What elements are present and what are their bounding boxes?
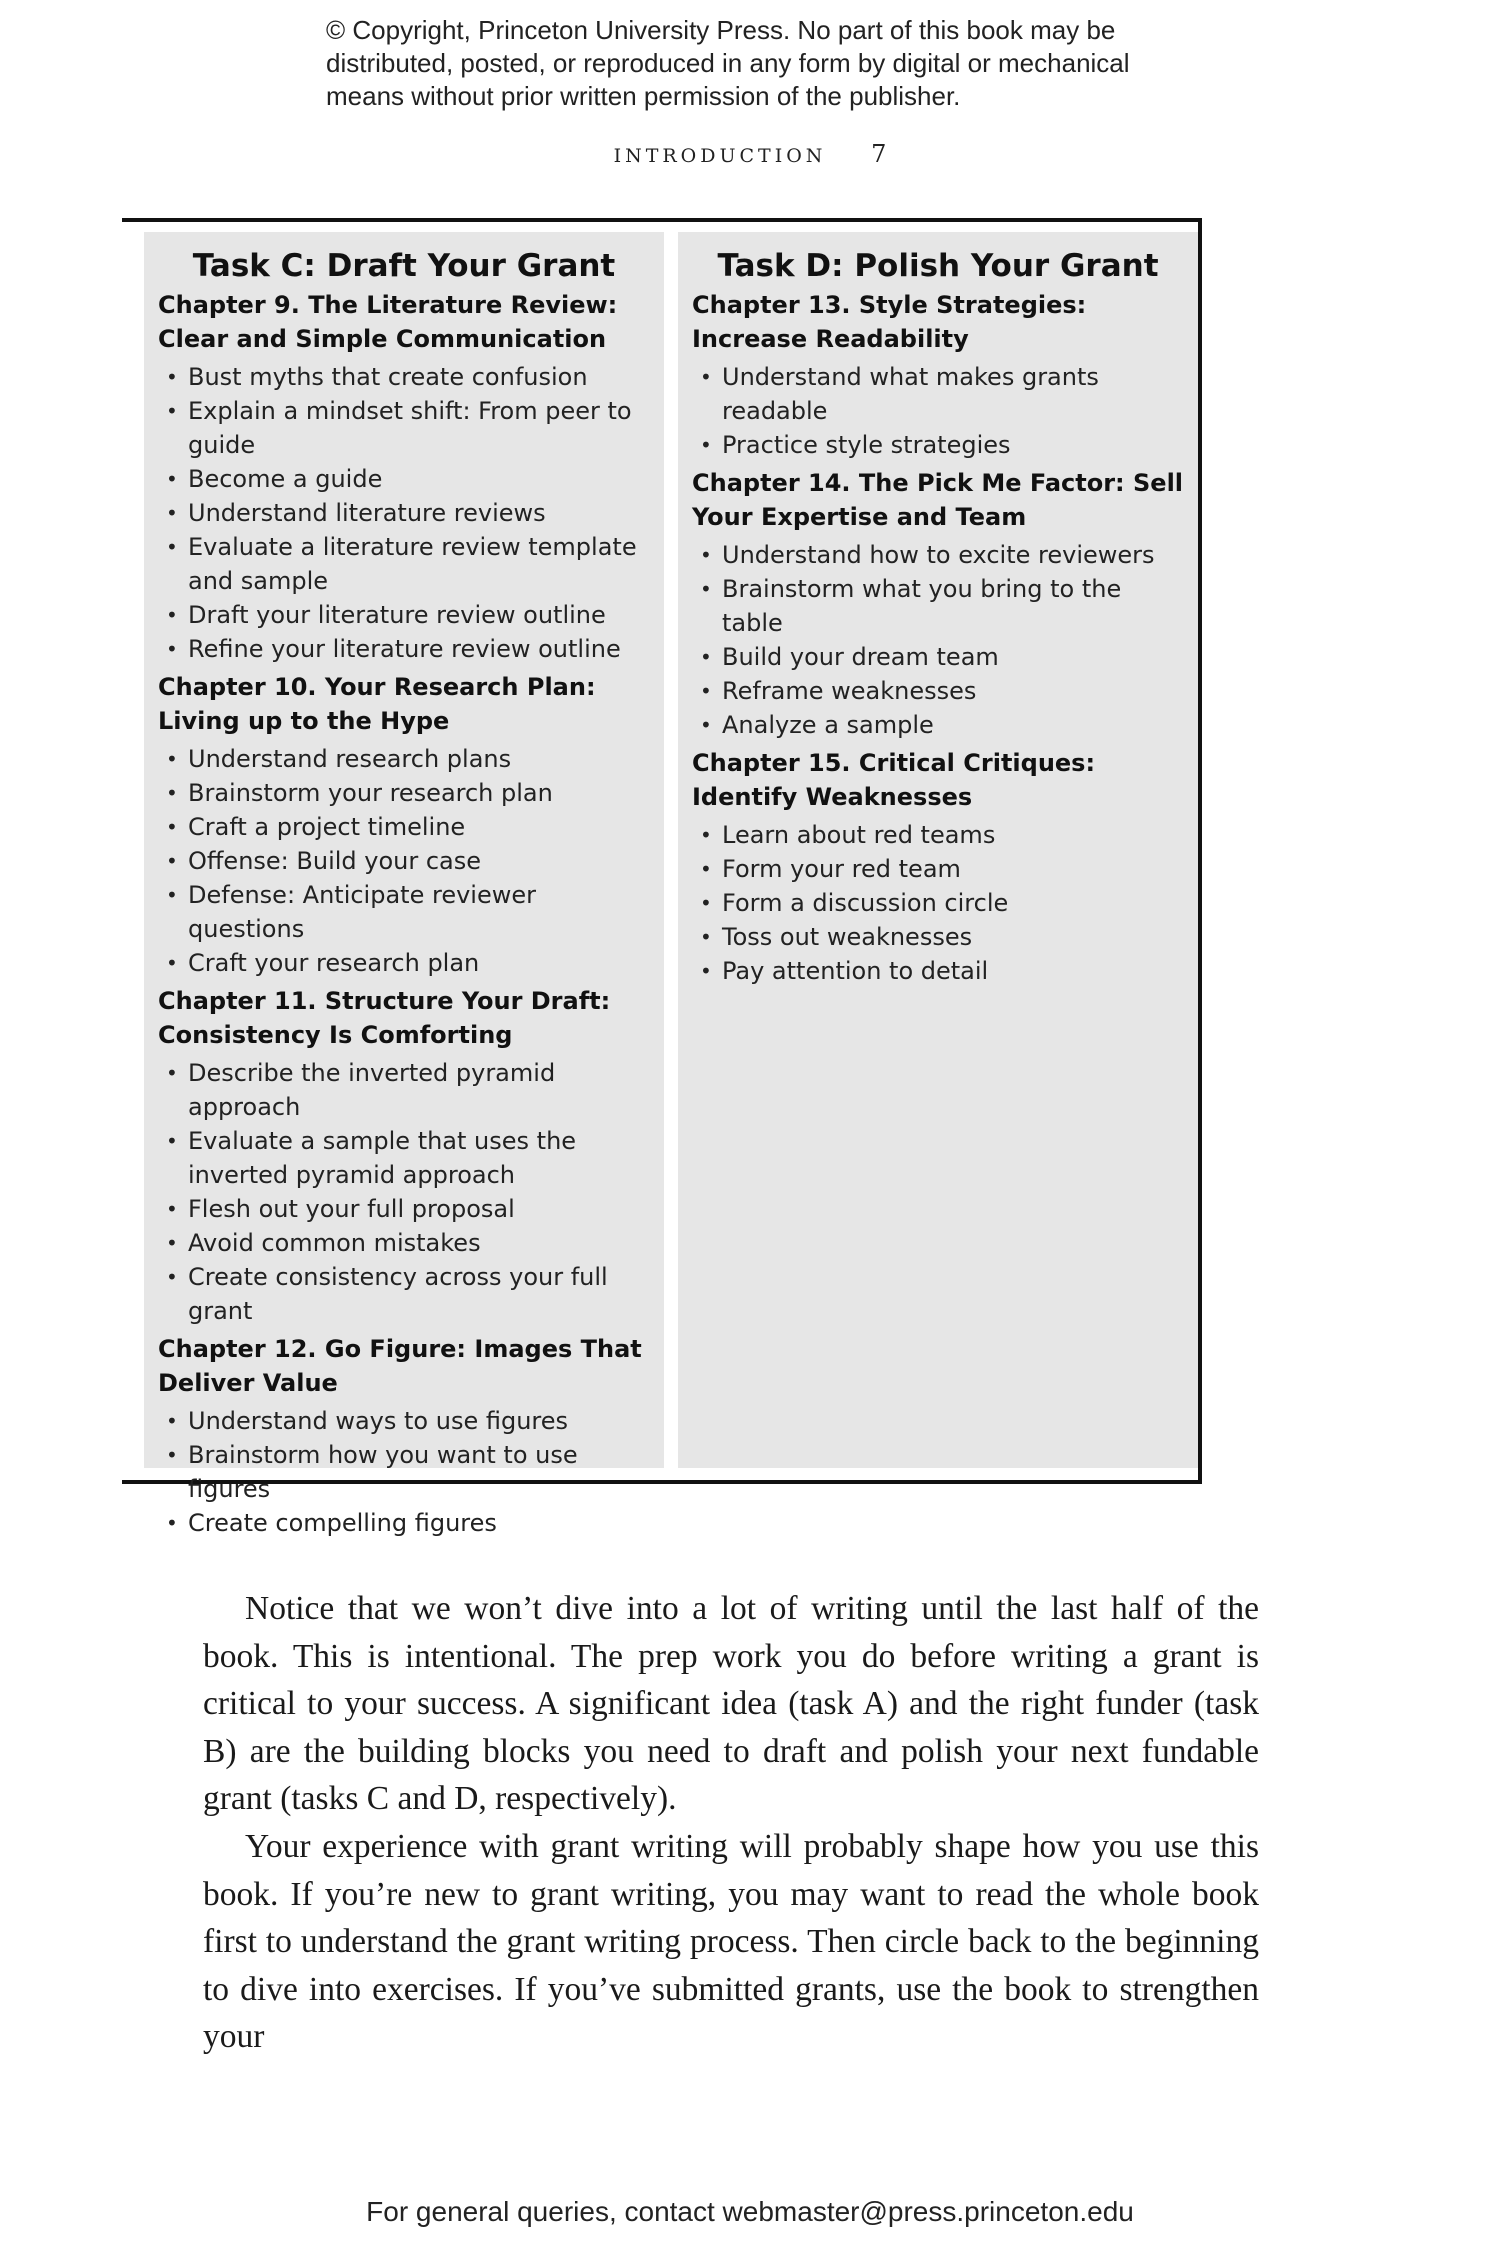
chapter-item-list	[692, 360, 1184, 462]
chapter-item: • Create consistency across your full grant	[166, 1260, 650, 1328]
chapter-item: • Brainstorm your research plan	[166, 776, 650, 810]
chapter-item: • Understand how to excite reviewers	[700, 538, 1184, 572]
chapter-item: • Pay attention to detail	[700, 954, 1184, 988]
chapter-item: • Draft your literature review outline	[166, 598, 650, 632]
running-head	[0, 140, 1500, 168]
chapter-item-list	[158, 360, 650, 666]
chapter-item: • Avoid common mistakes	[166, 1226, 650, 1260]
chapter-item: • Reframe weaknesses	[700, 674, 1184, 708]
task-title: Task C: Draft Your Grant	[192, 248, 616, 284]
chapter-item-list	[158, 1404, 650, 1540]
chapter-item: • Explain a mindset shift: From peer to guide	[166, 394, 650, 462]
chapter-heading: Chapter 11. Structure Your Draft: Consistency Is Comforting	[158, 987, 611, 1049]
task-title: Task D: Polish Your Grant	[717, 248, 1159, 284]
chapter-item-list	[692, 538, 1184, 742]
chapter-heading: Chapter 14. The Pick Me Factor: Sell Your Expertise and Team	[692, 469, 1184, 531]
copyright-line: means without prior written permission of the publisher.	[326, 81, 961, 111]
chapter-item: • Flesh out your full proposal	[166, 1192, 650, 1226]
footer-contact: For general queries, contact webmaster@press.princeton.edu	[366, 2196, 1134, 2227]
copyright-notice	[326, 14, 1226, 113]
chapter-item: • Craft a project timeline	[166, 810, 650, 844]
chapter-item: • Evaluate a literature review template and sample	[166, 530, 650, 598]
chapter-item: • Practice style strategies	[700, 428, 1184, 462]
copyright-line: distributed, posted, or reproduced in any form by digital or mechanical	[326, 48, 1130, 78]
chapter-item-list	[158, 1056, 650, 1328]
chapter-item: • Brainstorm what you bring to the table	[700, 572, 1184, 640]
page-number: 7	[871, 140, 887, 168]
chapter-heading: Chapter 13. Style Strategies: Increase Readability	[692, 291, 1087, 353]
chapter-item: • Craft your research plan	[166, 946, 650, 980]
chapter-item: • Toss out weaknesses	[700, 920, 1184, 954]
chapter-item: • Describe the inverted pyramid approach	[166, 1056, 650, 1124]
chapter-item: • Analyze a sample	[700, 708, 1184, 742]
chapter-item: • Create compelling figures	[166, 1506, 650, 1540]
chapter-item: • Bust myths that create confusion	[166, 360, 650, 394]
chapter-heading: Chapter 9. The Literature Review: Clear and Simple Communication	[158, 291, 618, 353]
chapter-heading: Chapter 12. Go Figure: Images That Deliver Value	[158, 1335, 642, 1397]
chapter-item: • Learn about red teams	[700, 818, 1184, 852]
chapter-item: • Understand ways to use figures	[166, 1404, 650, 1438]
section-title: INTRODUCTION	[613, 145, 827, 167]
chapter-item: • Form a discussion circle	[700, 886, 1184, 920]
task-column-d	[678, 232, 1198, 1468]
body-paragraph: Your experience with grant writing will probably shape how you use this book. If you’re new to grant writing, you may want to read the whole book first to understand the grant writing process. Then circle back to the beginning to dive into exercises. If you’ve submitted grants, use the book to strengthen your	[203, 1827, 1259, 2056]
chapter-item: • Understand what makes grants readable	[700, 360, 1184, 428]
chapter-item-list	[692, 818, 1184, 988]
chapter-item: • Offense: Build your case	[166, 844, 650, 878]
chapter-item: • Become a guide	[166, 462, 650, 496]
chapter-item: • Form your red team	[700, 852, 1184, 886]
chapter-item: • Understand research plans	[166, 742, 650, 776]
body-paragraph: Notice that we won’t dive into a lot of writing until the last half of the book. This is intentional. The prep work you do before writing a grant is critical to your success. A significant idea (task A) and the right funder (task B) are the building blocks you need to draft and polish your next fundable grant (tasks C and D, respectively).	[203, 1590, 1259, 1818]
chapter-item: • Brainstorm how you want to use figures	[166, 1438, 650, 1506]
chapter-heading: Chapter 10. Your Research Plan: Living up to the Hype	[158, 673, 596, 735]
chapter-item: • Evaluate a sample that uses the inverted pyramid approach	[166, 1124, 650, 1192]
chapter-item: • Defense: Anticipate reviewer questions	[166, 878, 650, 946]
chapter-item: • Build your dream team	[700, 640, 1184, 674]
chapter-item: • Refine your literature review outline	[166, 632, 650, 666]
task-column-c	[144, 232, 664, 1537]
copyright-line: © Copyright, Princeton University Press. No part of this book may be	[326, 15, 1116, 45]
chapter-item: • Understand literature reviews	[166, 496, 650, 530]
body-text	[203, 1585, 1259, 2061]
chapter-heading: Chapter 15. Critical Critiques: Identify Weaknesses	[692, 749, 1096, 811]
chapter-item-list	[158, 742, 650, 980]
